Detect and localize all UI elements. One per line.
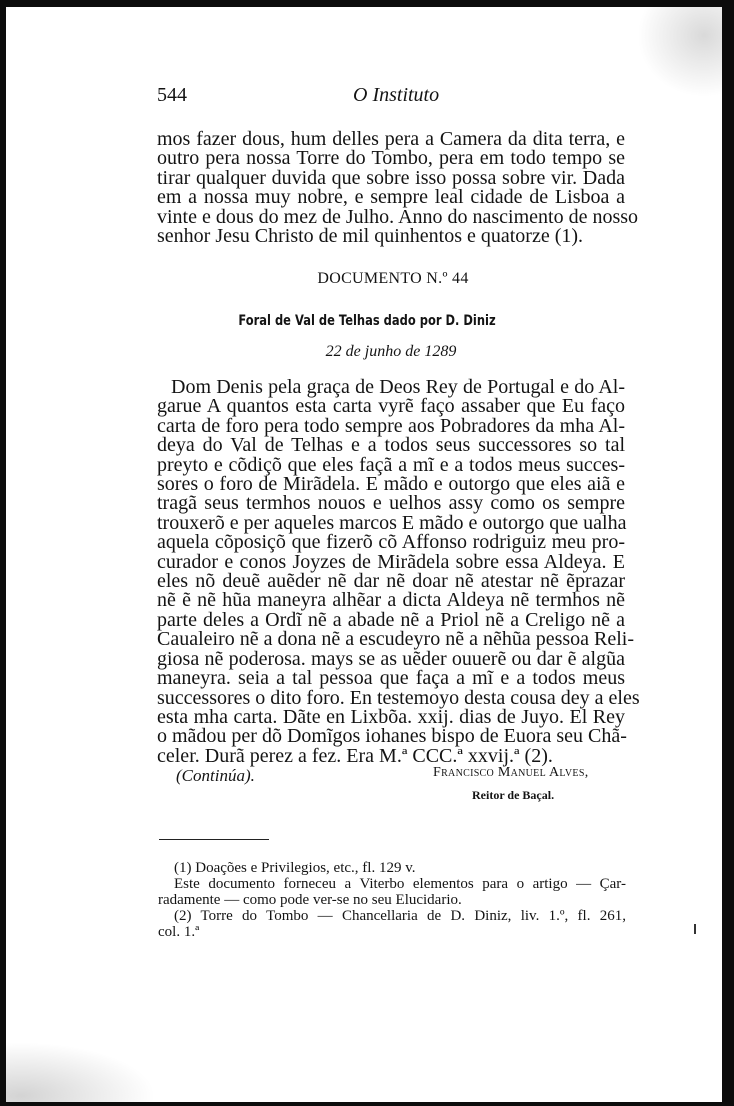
footnote-line: Este documento forneceu a Viterbo elementos para o artigo — Çar- <box>174 876 626 892</box>
text-line: maneyra. seia a tal pessoa que faça a mĩ e a todos meus <box>157 667 625 690</box>
text-line: sores o foro de Mirãdela. E mãdo e outorgo que eles aiã e <box>157 473 625 496</box>
text-line: curador e conos Joyzes de Mirãdela sobre essa Aldeya. E <box>157 550 625 573</box>
author-role: Reitor de Baçal. <box>472 788 555 802</box>
footnote-line: radamente — como pode ver-se no seu Elucidario. <box>158 892 462 908</box>
text-line: aquela cõposiçõ que fizerõ cõ Affonso rodriguiz meu pro- <box>157 531 625 554</box>
continued-note: (Continúa). <box>176 766 255 785</box>
footnote-line: (2) Torre do Tombo — Chancellaria de D. Diniz, liv. 1.º, fl. 261, <box>174 908 626 924</box>
scan-smudge <box>632 7 722 102</box>
text-line: carta de foro pera todo sempre aos Pobradores da mha Al- <box>157 414 625 437</box>
page-number: 544 <box>157 84 187 106</box>
text-line: tirar qualquer duvida que sobre isso possa sobre vir. Dada <box>157 166 625 189</box>
page-header <box>157 84 625 110</box>
footnote-line: col. 1.ª <box>158 924 200 940</box>
text-line: preyto e cõdiçõ que eles façã a mĩ e a todos meus succes- <box>157 453 625 476</box>
document-heading-text: DOCUMENTO N.º 44 <box>317 270 469 287</box>
text-line: eles nõ deuẽ auẽder nẽ dar nẽ doar nẽ atestar nẽ ẽprazar <box>157 570 625 593</box>
text-line: giosa nẽ poderosa. mays se as uẽder ouuerẽ ou dar ẽ algũa <box>157 647 625 670</box>
text-line: successores o dito foro. En testemoyo desta cousa dey a eles <box>157 686 640 709</box>
footnote-divider <box>159 839 269 840</box>
document-date <box>0 343 734 361</box>
document-subtitle: Foral de Val de Telhas dado por D. Diniz <box>238 313 496 329</box>
scan-smudge <box>6 1042 156 1102</box>
opening-paragraph <box>157 128 639 248</box>
text-line: Caualeiro nẽ a dona nẽ a escudeyro nẽ a nẽhũa pessoa Reli- <box>157 628 635 651</box>
text-line: mos fazer dous, hum delles pera a Camera da dita terra, e <box>157 128 625 150</box>
text-line: outro pera nossa Torre do Tombo, pera em todo tempo se <box>157 147 625 170</box>
text-line: senhor Jesu Christo de mil quinhentos e quatorze (1). <box>157 225 584 248</box>
text-line: nẽ ẽ nẽ hũa maneyra alhẽar a dicta Aldeya nẽ termhos nẽ <box>157 589 625 612</box>
text-line: garue A quantos esta carta vyrẽ faço assaber que Eu faço <box>157 395 625 418</box>
footnotes <box>158 860 626 940</box>
document-date-text: 22 de junho de 1289 <box>325 343 457 360</box>
footnote-line: (1) Doações e Privilegios, etc., fl. 129 v. <box>174 860 416 876</box>
text-line: tragã seus termhos nouos e uelhos assy como os sempre <box>157 492 625 515</box>
scan-mark <box>694 924 696 934</box>
author-name: Francisco Manuel Alves, <box>433 765 589 780</box>
text-line: o mãdou per dõ Domĩgos iohanes bispo de Euora seu Chã- <box>157 725 627 748</box>
charter-paragraph <box>157 376 640 767</box>
text-line: vinte e dous do mez de Julho. Anno do nascimento de nosso <box>157 205 639 228</box>
document-heading <box>0 270 734 288</box>
text-line: deya do Val de Telhas e a todos seus successores so tal <box>157 434 625 457</box>
text-line: em a nossa muy nobre, e sempre leal cidade de Lisboa a <box>157 186 625 209</box>
text-line: Dom Denis pela graça de Deos Rey de Portugal e do Al- <box>171 376 625 398</box>
text-line: trouxerõ e per aqueles marcos E mãdo e outorgo que ualha <box>157 511 627 534</box>
text-line: celer. Durã perez a fez. Era M.ª CCC.ª xxvij.ª (2). <box>157 744 553 767</box>
running-title: O Instituto <box>353 84 440 106</box>
text-line: esta mha carta. Dãte en Lixbõa. xxij. dias de Juyo. El Rey <box>157 705 625 728</box>
text-line: parte deles a Ordĩ nẽ a abade nẽ a Priol nẽ a Creligo nẽ a <box>157 608 625 631</box>
